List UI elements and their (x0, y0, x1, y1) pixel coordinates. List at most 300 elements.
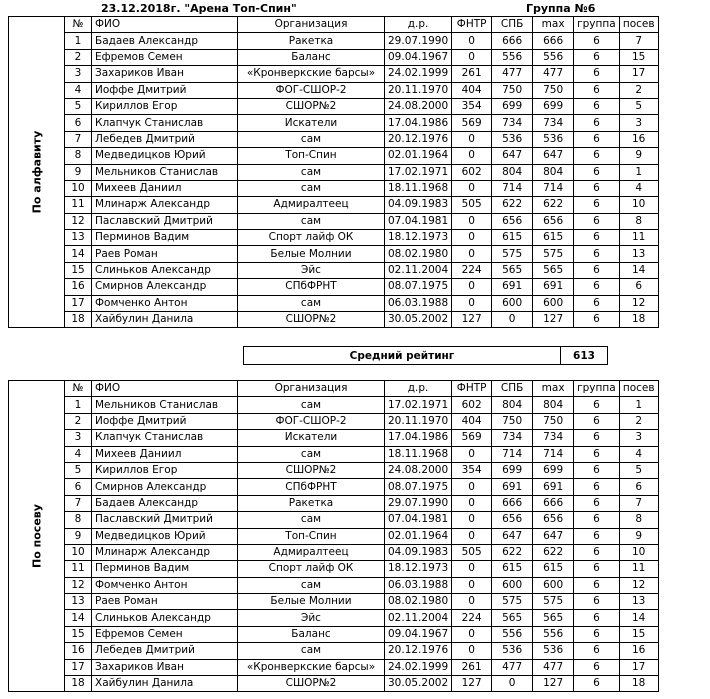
table-row (9, 66, 659, 82)
cell-dob: 06.03.1988 (385, 295, 452, 311)
cell-num: 18 (65, 312, 92, 328)
column-header-org: Организация (238, 17, 385, 33)
cell-num: 5 (65, 462, 92, 478)
cell-max: 127 (533, 676, 574, 692)
cell-group: 6 (574, 230, 620, 246)
cell-seed: 6 (619, 479, 658, 495)
cell-seed: 8 (619, 512, 658, 528)
cell-num: 2 (65, 49, 92, 65)
cell-num: 7 (65, 131, 92, 147)
cell-group: 6 (574, 413, 620, 429)
cell-group: 6 (574, 131, 620, 147)
table-row (9, 262, 659, 278)
cell-fntr: 0 (452, 643, 492, 659)
cell-max: 615 (533, 230, 574, 246)
table-by-alphabet (8, 16, 659, 328)
cell-num: 10 (65, 180, 92, 196)
table-row (9, 148, 659, 164)
cell-num: 6 (65, 115, 92, 131)
cell-name: Мельников Станислав (92, 164, 238, 180)
header-row (9, 381, 659, 397)
cell-dob: 20.12.1976 (385, 643, 452, 659)
cell-num: 8 (65, 148, 92, 164)
cell-max: 666 (533, 33, 574, 49)
cell-max: 691 (533, 479, 574, 495)
cell-dob: 02.01.1964 (385, 528, 452, 544)
cell-max: 615 (533, 561, 574, 577)
cell-dob: 07.04.1981 (385, 213, 452, 229)
cell-name: Лебедев Дмитрий (92, 131, 238, 147)
cell-org: СПбФРНТ (238, 479, 385, 495)
cell-group: 6 (574, 49, 620, 65)
cell-org: СШОР№2 (238, 98, 385, 114)
cell-org: Ракетка (238, 495, 385, 511)
cell-org: сам (238, 577, 385, 593)
cell-seed: 13 (619, 594, 658, 610)
cell-max: 714 (533, 180, 574, 196)
cell-num: 4 (65, 446, 92, 462)
cell-name: Медведицков Юрий (92, 148, 238, 164)
cell-org: сам (238, 512, 385, 528)
cell-spb: 647 (492, 148, 533, 164)
cell-name: Раев Роман (92, 594, 238, 610)
cell-org: сам (238, 164, 385, 180)
cell-dob: 02.11.2004 (385, 610, 452, 626)
table-row (9, 446, 659, 462)
cell-spb: 750 (492, 82, 533, 98)
cell-name: Перминов Вадим (92, 230, 238, 246)
cell-spb: 699 (492, 462, 533, 478)
cell-spb: 615 (492, 230, 533, 246)
column-header-seed: посев (619, 381, 658, 397)
cell-seed: 2 (619, 413, 658, 429)
cell-seed: 12 (619, 295, 658, 311)
cell-org: Топ-Спин (238, 148, 385, 164)
cell-dob: 08.02.1980 (385, 246, 452, 262)
column-header-spb: СПБ (492, 17, 533, 33)
table-row (9, 230, 659, 246)
cell-dob: 09.04.1967 (385, 49, 452, 65)
cell-name: Клапчук Станислав (92, 115, 238, 131)
cell-fntr: 505 (452, 544, 492, 560)
table-row (9, 643, 659, 659)
cell-group: 6 (574, 495, 620, 511)
cell-group: 6 (574, 115, 620, 131)
cell-name: Фомченко Антон (92, 577, 238, 593)
cell-spb: 699 (492, 98, 533, 114)
table-row (9, 610, 659, 626)
cell-fntr: 0 (452, 180, 492, 196)
cell-dob: 08.07.1975 (385, 279, 452, 295)
cell-max: 666 (533, 495, 574, 511)
average-rating-value: 613 (561, 347, 608, 365)
column-header-num: № (65, 17, 92, 33)
cell-group: 6 (574, 180, 620, 196)
table-row (9, 33, 659, 49)
table-row (9, 561, 659, 577)
table-by-seed (8, 380, 659, 692)
cell-group: 6 (574, 479, 620, 495)
cell-num: 11 (65, 197, 92, 213)
column-header-group: группа (574, 17, 620, 33)
table-row (9, 49, 659, 65)
cell-group: 6 (574, 561, 620, 577)
cell-num: 12 (65, 213, 92, 229)
cell-org: Баланс (238, 49, 385, 65)
cell-dob: 02.01.1964 (385, 148, 452, 164)
cell-name: Смирнов Александр (92, 479, 238, 495)
cell-max: 536 (533, 643, 574, 659)
cell-group: 6 (574, 544, 620, 560)
cell-fntr: 0 (452, 626, 492, 642)
cell-spb: 656 (492, 512, 533, 528)
cell-name: Ефремов Семен (92, 49, 238, 65)
cell-fntr: 0 (452, 230, 492, 246)
cell-fntr: 569 (452, 115, 492, 131)
cell-seed: 17 (619, 66, 658, 82)
cell-group: 6 (574, 397, 620, 413)
cell-name: Хайбулин Данила (92, 676, 238, 692)
cell-fntr: 0 (452, 213, 492, 229)
cell-org: Топ-Спин (238, 528, 385, 544)
column-header-name: ФИО (92, 17, 238, 33)
cell-name: Паславский Дмитрий (92, 213, 238, 229)
cell-fntr: 0 (452, 479, 492, 495)
side-label-cell (9, 17, 65, 328)
cell-name: Клапчук Станислав (92, 430, 238, 446)
cell-org: Баланс (238, 626, 385, 642)
cell-num: 4 (65, 82, 92, 98)
cell-group: 6 (574, 643, 620, 659)
cell-max: 750 (533, 82, 574, 98)
table-row (9, 479, 659, 495)
table-row (9, 676, 659, 692)
cell-max: 477 (533, 66, 574, 82)
cell-org: Ракетка (238, 33, 385, 49)
cell-dob: 24.08.2000 (385, 98, 452, 114)
cell-spb: 622 (492, 197, 533, 213)
cell-max: 734 (533, 115, 574, 131)
cell-dob: 08.07.1975 (385, 479, 452, 495)
table-row (9, 312, 659, 328)
cell-spb: 600 (492, 295, 533, 311)
cell-group: 6 (574, 676, 620, 692)
cell-dob: 30.05.2002 (385, 312, 452, 328)
cell-seed: 9 (619, 528, 658, 544)
cell-fntr: 224 (452, 262, 492, 278)
cell-dob: 09.04.1967 (385, 626, 452, 642)
cell-group: 6 (574, 659, 620, 675)
cell-group: 6 (574, 577, 620, 593)
cell-seed: 18 (619, 312, 658, 328)
cell-org: Адмиралтеец (238, 197, 385, 213)
cell-dob: 20.11.1970 (385, 82, 452, 98)
cell-max: 804 (533, 164, 574, 180)
cell-spb: 714 (492, 446, 533, 462)
cell-spb: 556 (492, 49, 533, 65)
cell-org: Спорт лайф ОК (238, 230, 385, 246)
table-row (9, 246, 659, 262)
cell-max: 699 (533, 98, 574, 114)
cell-org: Спорт лайф ОК (238, 561, 385, 577)
cell-spb: 691 (492, 479, 533, 495)
cell-seed: 15 (619, 49, 658, 65)
cell-group: 6 (574, 213, 620, 229)
table-row (9, 197, 659, 213)
cell-max: 477 (533, 659, 574, 675)
cell-fntr: 0 (452, 246, 492, 262)
cell-num: 16 (65, 643, 92, 659)
cell-num: 6 (65, 479, 92, 495)
cell-fntr: 569 (452, 430, 492, 446)
cell-dob: 17.02.1971 (385, 397, 452, 413)
cell-org: СПбФРНТ (238, 279, 385, 295)
cell-fntr: 0 (452, 131, 492, 147)
table-row (9, 528, 659, 544)
cell-group: 6 (574, 197, 620, 213)
cell-fntr: 127 (452, 676, 492, 692)
cell-spb: 666 (492, 495, 533, 511)
cell-fntr: 0 (452, 33, 492, 49)
cell-seed: 7 (619, 33, 658, 49)
cell-seed: 3 (619, 115, 658, 131)
cell-seed: 4 (619, 180, 658, 196)
cell-seed: 14 (619, 610, 658, 626)
cell-seed: 1 (619, 164, 658, 180)
cell-name: Мельников Станислав (92, 397, 238, 413)
cell-fntr: 0 (452, 295, 492, 311)
cell-spb: 565 (492, 610, 533, 626)
column-header-max: max (533, 17, 574, 33)
cell-num: 16 (65, 279, 92, 295)
cell-dob: 20.12.1976 (385, 131, 452, 147)
cell-num: 15 (65, 262, 92, 278)
cell-seed: 3 (619, 430, 658, 446)
cell-dob: 24.08.2000 (385, 462, 452, 478)
cell-max: 647 (533, 148, 574, 164)
cell-seed: 9 (619, 148, 658, 164)
column-header-fntr: ФНТР (452, 17, 492, 33)
cell-spb: 0 (492, 312, 533, 328)
cell-spb: 750 (492, 413, 533, 429)
cell-name: Михеев Даниил (92, 446, 238, 462)
cell-fntr: 0 (452, 446, 492, 462)
cell-spb: 734 (492, 115, 533, 131)
table-row (9, 279, 659, 295)
cell-max: 575 (533, 246, 574, 262)
table-row (9, 512, 659, 528)
cell-spb: 565 (492, 262, 533, 278)
table-row (9, 594, 659, 610)
cell-group: 6 (574, 295, 620, 311)
cell-seed: 5 (619, 98, 658, 114)
cell-max: 565 (533, 262, 574, 278)
cell-name: Слиньков Александр (92, 610, 238, 626)
average-rating-label: Средний рейтинг (244, 347, 561, 365)
cell-name: Лебедев Дмитрий (92, 643, 238, 659)
cell-dob: 29.07.1990 (385, 495, 452, 511)
cell-seed: 2 (619, 82, 658, 98)
cell-dob: 04.09.1983 (385, 544, 452, 560)
table-row (9, 82, 659, 98)
cell-seed: 8 (619, 213, 658, 229)
table-row (9, 462, 659, 478)
cell-spb: 536 (492, 643, 533, 659)
cell-group: 6 (574, 82, 620, 98)
event-date-venue: 23.12.2018г. "Арена Топ-Спин" (101, 2, 297, 15)
cell-num: 17 (65, 659, 92, 675)
cell-spb: 477 (492, 66, 533, 82)
cell-org: СШОР№2 (238, 312, 385, 328)
cell-org: сам (238, 446, 385, 462)
cell-dob: 24.02.1999 (385, 66, 452, 82)
cell-fntr: 505 (452, 197, 492, 213)
cell-org: Искатели (238, 430, 385, 446)
cell-num: 2 (65, 413, 92, 429)
column-header-dob: д.р. (385, 17, 452, 33)
cell-max: 656 (533, 512, 574, 528)
cell-org: Искатели (238, 115, 385, 131)
cell-num: 1 (65, 397, 92, 413)
cell-name: Хайбулин Данила (92, 312, 238, 328)
cell-fntr: 0 (452, 528, 492, 544)
cell-fntr: 0 (452, 512, 492, 528)
cell-spb: 615 (492, 561, 533, 577)
cell-num: 18 (65, 676, 92, 692)
cell-dob: 18.11.1968 (385, 446, 452, 462)
cell-num: 9 (65, 164, 92, 180)
cell-seed: 12 (619, 577, 658, 593)
cell-fntr: 0 (452, 561, 492, 577)
table-row (9, 115, 659, 131)
cell-seed: 16 (619, 131, 658, 147)
cell-org: сам (238, 643, 385, 659)
cell-spb: 714 (492, 180, 533, 196)
cell-fntr: 602 (452, 164, 492, 180)
cell-max: 556 (533, 626, 574, 642)
cell-group: 6 (574, 430, 620, 446)
cell-name: Михеев Даниил (92, 180, 238, 196)
cell-num: 5 (65, 98, 92, 114)
table-row (9, 430, 659, 446)
cell-group: 6 (574, 528, 620, 544)
cell-group: 6 (574, 148, 620, 164)
cell-org: сам (238, 397, 385, 413)
cell-group: 6 (574, 594, 620, 610)
table-row (9, 98, 659, 114)
cell-num: 17 (65, 295, 92, 311)
header-row (9, 17, 659, 33)
cell-num: 10 (65, 544, 92, 560)
cell-seed: 7 (619, 495, 658, 511)
table-row (9, 413, 659, 429)
cell-spb: 647 (492, 528, 533, 544)
cell-num: 13 (65, 594, 92, 610)
cell-seed: 15 (619, 626, 658, 642)
cell-max: 556 (533, 49, 574, 65)
table-row (9, 131, 659, 147)
side-label-cell (9, 381, 65, 692)
cell-spb: 575 (492, 246, 533, 262)
cell-max: 699 (533, 462, 574, 478)
cell-org: СШОР№2 (238, 462, 385, 478)
cell-name: Слиньков Александр (92, 262, 238, 278)
cell-seed: 16 (619, 643, 658, 659)
cell-fntr: 0 (452, 49, 492, 65)
cell-dob: 07.04.1981 (385, 512, 452, 528)
cell-group: 6 (574, 610, 620, 626)
cell-max: 804 (533, 397, 574, 413)
column-header-max: max (533, 381, 574, 397)
cell-max: 622 (533, 544, 574, 560)
cell-group: 6 (574, 512, 620, 528)
cell-max: 600 (533, 577, 574, 593)
column-header-seed: посев (619, 17, 658, 33)
cell-spb: 804 (492, 164, 533, 180)
cell-seed: 5 (619, 462, 658, 478)
cell-dob: 30.05.2002 (385, 676, 452, 692)
cell-group: 6 (574, 446, 620, 462)
cell-dob: 18.11.1968 (385, 180, 452, 196)
cell-fntr: 404 (452, 82, 492, 98)
cell-num: 1 (65, 33, 92, 49)
cell-org: ФОГ-СШОР-2 (238, 413, 385, 429)
cell-num: 13 (65, 230, 92, 246)
cell-org: сам (238, 295, 385, 311)
cell-group: 6 (574, 312, 620, 328)
cell-spb: 666 (492, 33, 533, 49)
cell-spb: 556 (492, 626, 533, 642)
cell-spb: 804 (492, 397, 533, 413)
cell-dob: 20.11.1970 (385, 413, 452, 429)
cell-dob: 24.02.1999 (385, 659, 452, 675)
cell-name: Млинарж Александр (92, 544, 238, 560)
column-header-org: Организация (238, 381, 385, 397)
cell-org: ФОГ-СШОР-2 (238, 82, 385, 98)
cell-fntr: 354 (452, 98, 492, 114)
cell-seed: 4 (619, 446, 658, 462)
cell-max: 691 (533, 279, 574, 295)
cell-max: 536 (533, 131, 574, 147)
cell-max: 734 (533, 430, 574, 446)
cell-fntr: 0 (452, 594, 492, 610)
cell-org: Эйс (238, 262, 385, 278)
column-header-group: группа (574, 381, 620, 397)
group-label: Группа №6 (526, 2, 596, 15)
cell-fntr: 404 (452, 413, 492, 429)
cell-name: Захариков Иван (92, 66, 238, 82)
cell-spb: 656 (492, 213, 533, 229)
cell-name: Бадаев Александр (92, 495, 238, 511)
cell-dob: 17.04.1986 (385, 430, 452, 446)
cell-group: 6 (574, 462, 620, 478)
table-row (9, 495, 659, 511)
cell-name: Иоффе Дмитрий (92, 82, 238, 98)
cell-name: Смирнов Александр (92, 279, 238, 295)
cell-name: Млинарж Александр (92, 197, 238, 213)
cell-spb: 536 (492, 131, 533, 147)
cell-group: 6 (574, 164, 620, 180)
cell-seed: 6 (619, 279, 658, 295)
cell-seed: 10 (619, 544, 658, 560)
cell-org: Эйс (238, 610, 385, 626)
column-header-spb: СПБ (492, 381, 533, 397)
cell-name: Паславский Дмитрий (92, 512, 238, 528)
cell-fntr: 0 (452, 577, 492, 593)
cell-fntr: 354 (452, 462, 492, 478)
cell-num: 7 (65, 495, 92, 511)
table-row (9, 180, 659, 196)
